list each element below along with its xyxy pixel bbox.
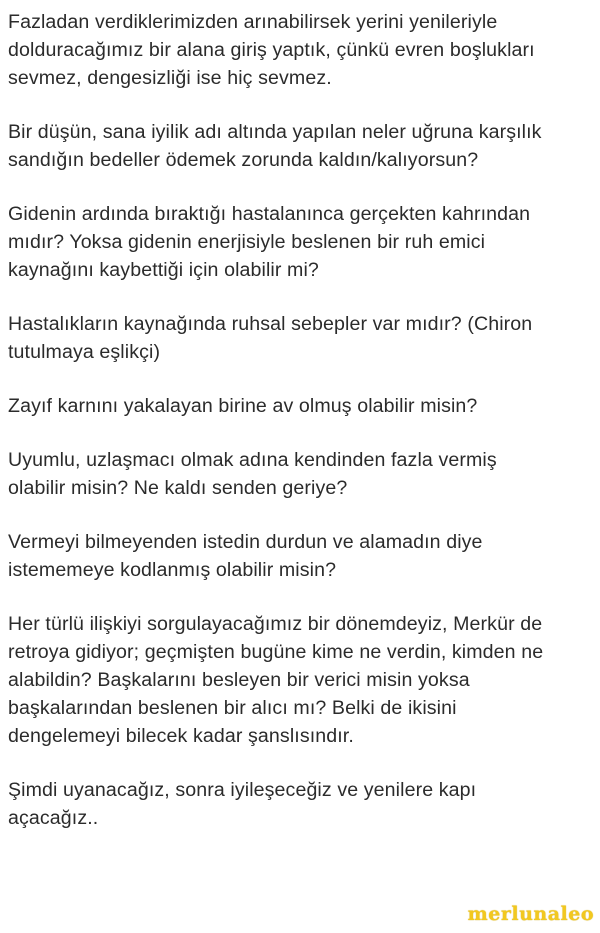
paragraph-7: Vermeyi bilmeyenden istedin durdun ve alamadın diye istememeye kodlanmış olabilir misin? <box>8 531 483 581</box>
paragraph-3: Gidenin ardında bıraktığı hastalanınca gerçekten kahrından mıdır? Yoksa gidenin enerjisiyle beslenen bir ruh emici kaynağını kaybettiği için olabilir mi? <box>8 203 531 281</box>
paragraph-9: Şimdi uyanacağız, sonra iyileşeceğiz ve yenilere kapı açacağız.. <box>8 779 477 829</box>
article-body <box>8 8 596 858</box>
paragraph-1: Fazladan verdiklerimizden arınabilirsek yerini yenileriyle dolduracağımız bir alana giriş yaptık, çünkü evren boşlukları sevmez, dengesizliği ise hiç sevmez. <box>8 11 535 89</box>
paragraph-5: Zayıf karnını yakalayan birine av olmuş olabilir misin? <box>8 395 478 417</box>
paragraph-6: Uyumlu, uzlaşmacı olmak adına kendinden fazla vermiş olabilir misin? Ne kaldı senden geriye? <box>8 449 497 499</box>
paragraph-2: Bir düşün, sana iyilik adı altında yapılan neler uğruna karşılık sandığın bedeller ödemek zorunda kaldın/kalıyorsun? <box>8 121 542 171</box>
watermark: merlunaleo <box>467 903 594 925</box>
paragraph-4: Hastalıkların kaynağında ruhsal sebepler var mıdır? (Chiron tutulmaya eşlikçi) <box>8 313 533 363</box>
paragraph-8: Her türlü ilişkiyi sorgulayacağımız bir dönemdeyiz, Merkür de retroya gidiyor; geçmişten bugüne kime ne verdin, kimden ne alabildin? Başkalarını besleyen bir verici misin yoksa başkalarından beslenen bir alıcı mı? Belki de ikisini dengelemeyi bilecek kadar şanslısındır. <box>8 613 544 747</box>
